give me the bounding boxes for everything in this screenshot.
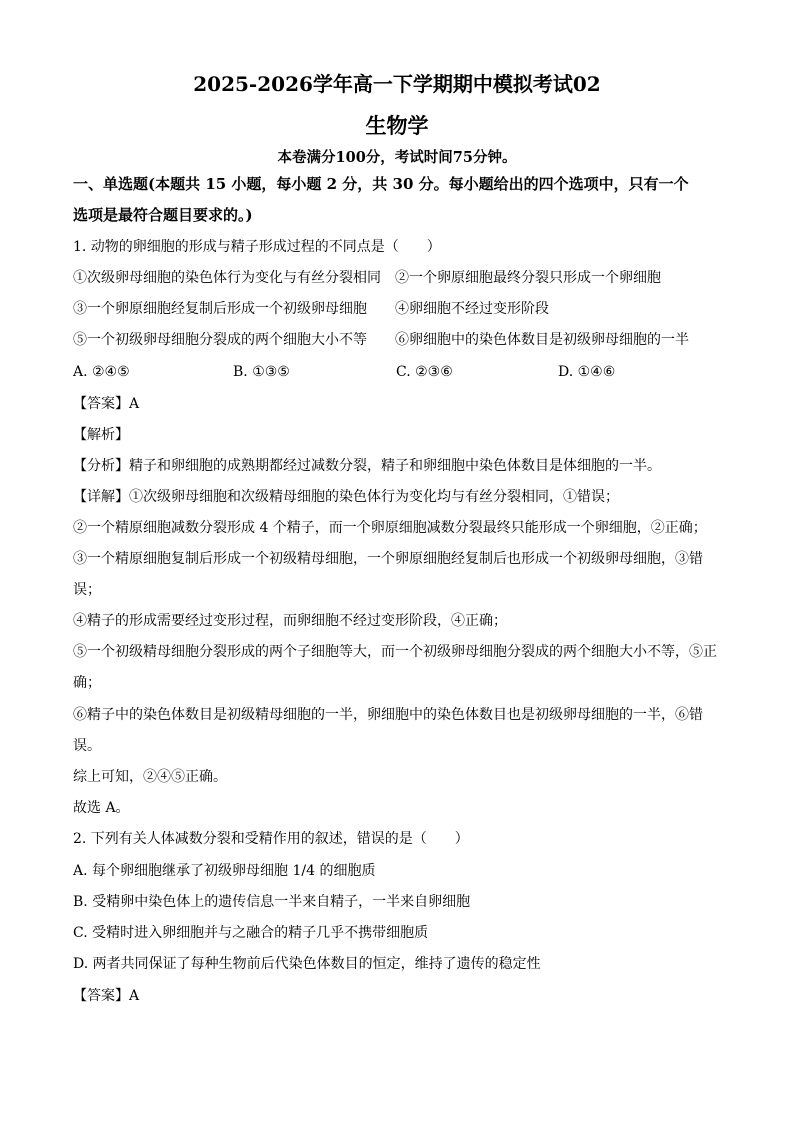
q1-analysis-line: 综上可知，②④⑤正确。 — [73, 769, 227, 785]
q1-statement: ①次级卵母细胞的染色体行为变化与有丝分裂相同 ②一个卵原细胞最终分裂只形成一个卵细胞 — [73, 270, 661, 286]
q1-analysis-line: ③一个精原细胞复制后形成一个初级精母细胞，一个卵原细胞经复制后也形成一个初级卵母细胞，③错 — [73, 551, 703, 567]
q1-answer: 【答案】A — [73, 396, 140, 412]
q1-option-c: C. ②③⑥ — [396, 364, 453, 380]
q2-stem: 2. 下列有关人体减数分裂和受精作用的叙述，错误的是（ ） — [73, 831, 469, 847]
q1-statement: ⑤一个初级卵母细胞分裂成的两个细胞大小不等 ⑥卵细胞中的染色体数目是初级卵母细胞的一半 — [73, 332, 689, 348]
q2-answer: 【答案】A — [73, 988, 140, 1004]
section-heading-line1: 一、单选题(本题共 15 小题，每小题 2 分，共 30 分。每小题给出的四个选项中，只有一个 — [73, 175, 689, 193]
q1-stem: 1. 动物的卵细胞的形成与精子形成过程的不同点是（ ） — [73, 239, 441, 255]
q1-analysis-line: ⑥精子中的染色体数目是初级精母细胞的一半，卵细胞中的染色体数目也是初级卵母细胞的一半，⑥错 — [73, 707, 703, 723]
q1-analysis-line: ②一个精原细胞减数分裂形成 4 个精子，而一个卵原细胞减数分裂最终只能形成一个卵细胞，②正确； — [73, 520, 707, 536]
section-heading-line2: 选项是最符合题目要求的。) — [73, 206, 253, 224]
exam-info: 本卷满分100分，考试时间75分钟。 — [277, 149, 517, 166]
subject-title: 生物学 — [365, 113, 429, 138]
q1-option-a: A. ②④⑤ — [73, 364, 130, 380]
q1-analysis-line: 误； — [73, 582, 101, 598]
q1-option-d: D. ①④⑥ — [558, 364, 616, 380]
q1-analysis-label: 【解析】 — [73, 427, 129, 443]
q1-analysis-line: ④精子的形成需要经过变形过程，而卵细胞不经过变形阶段，④正确； — [73, 613, 507, 629]
q2-option-d: D. 两者共同保证了每种生物前后代染色体数目的恒定，维持了遗传的稳定性 — [73, 956, 541, 972]
exam-title: 2025-2026学年高一下学期期中模拟考试02 — [193, 72, 601, 96]
q2-option-b: B. 受精卵中染色体上的遗传信息一半来自精子，一半来自卵细胞 — [73, 894, 471, 910]
q2-option-c: C. 受精时进入卵细胞并与之融合的精子几乎不携带细胞质 — [73, 925, 429, 941]
q1-option-b: B. ①③⑤ — [233, 364, 290, 380]
q1-analysis-line: ⑤一个初级精母细胞分裂形成的两个子细胞等大，而一个初级卵母细胞分裂成的两个细胞大小不等，⑤正 — [73, 644, 717, 660]
q1-analysis-line: 误。 — [73, 738, 101, 754]
q1-analysis-line: 【详解】①次级卵母细胞和次级精母细胞的染色体行为变化均与有丝分裂相同，①错误； — [73, 489, 619, 505]
q1-statement: ③一个卵原细胞经复制后形成一个初级卵母细胞 ④卵细胞不经过变形阶段 — [73, 301, 549, 317]
q1-analysis-line: 故选 A。 — [73, 800, 130, 816]
q1-analysis-line: 确； — [73, 675, 101, 691]
q1-analysis-line: 【分析】精子和卵细胞的成熟期都经过减数分裂，精子和卵细胞中染色体数目是体细胞的一半。 — [73, 458, 661, 474]
q2-option-a: A. 每个卵细胞继承了初级卵母细胞 1/4 的细胞质 — [73, 863, 376, 879]
